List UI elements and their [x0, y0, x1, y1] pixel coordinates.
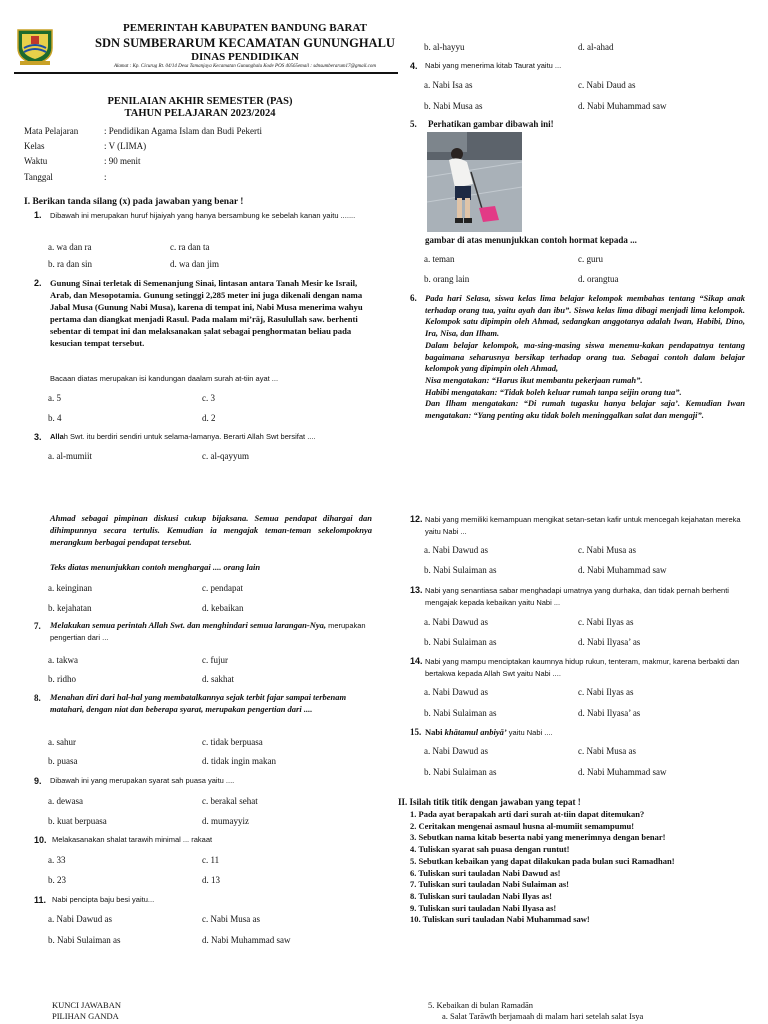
- essay-item: 4. Tuliskan syarat sah puasa dengan runtut!: [410, 844, 570, 855]
- q3-text-rest: h Swt. itu berdiri sendiri untuk selama-lamanya. Berarti Allah Swt bersifat ....: [63, 432, 316, 441]
- q13-option-a[interactable]: a. Nabi Dawud as: [424, 617, 488, 627]
- q5-question: gambar di atas menunjukkan contoh hormat kepada ...: [425, 235, 637, 245]
- q8-number: 8.: [34, 693, 41, 703]
- essay-item: 3. Sebutkan nama kitab beserta nabi yang menerimnya dengan benar!: [410, 832, 666, 843]
- q4-option-a[interactable]: a. Nabi Isa as: [424, 80, 473, 90]
- q7-option-d[interactable]: d. sakhat: [202, 674, 234, 684]
- regency-logo: [14, 24, 56, 66]
- q5-number: 5.: [410, 119, 417, 129]
- q10-option-b[interactable]: b. 23: [48, 875, 66, 885]
- q12-option-c[interactable]: c. Nabi Musa as: [578, 545, 636, 555]
- header-school-name: SDN SUMBERARUM KECAMATAN GUNUNGHALU: [95, 36, 395, 50]
- q7-option-c[interactable]: c. fujur: [202, 655, 228, 665]
- q13-text: Nabi yang senantiasa sabar menghadapi umatnya yang durhaka, dan tidak pernah berhenti mengajak kepada kebaikan yaitu Nabi ...: [425, 586, 729, 607]
- q9-option-d[interactable]: d. mumayyiz: [202, 816, 249, 826]
- q8-option-a[interactable]: a. sahur: [48, 737, 76, 747]
- essay-item: 2. Ceritakan mengenai asmaul husna al-mumiit semampumu!: [410, 820, 635, 831]
- q7-option-b[interactable]: b. ridho: [48, 674, 76, 684]
- q8-option-d[interactable]: d. tidak ingin makan: [202, 756, 276, 766]
- q5-option-d[interactable]: d. orangtua: [578, 274, 619, 284]
- q1-option-a[interactable]: a. wa dan ra: [48, 242, 92, 252]
- info-label-class: Kelas: [24, 141, 45, 151]
- q12-number: 12.: [410, 514, 423, 524]
- q13-option-d[interactable]: d. Nabi Ilyasa’ as: [578, 637, 641, 647]
- q15-option-b[interactable]: b. Nabi Sulaiman as: [424, 767, 497, 777]
- essay-item: 7. Tuliskan suri tauladan Nabi Sulaiman as!: [410, 879, 569, 890]
- section-2-instruction: II. Isilah titik titik dengan jawaban yang tepat !: [398, 797, 581, 807]
- q9-option-a[interactable]: a. dewasa: [48, 796, 83, 806]
- q9-number: 9.: [34, 776, 42, 786]
- info-value-subject: : Pendidikan Agama Islam dan Budi Pekerti: [104, 126, 262, 136]
- q15-option-d[interactable]: d. Nabi Muhammad saw: [578, 767, 667, 777]
- q2-option-b[interactable]: b. 4: [48, 413, 62, 423]
- q13-number: 13.: [410, 585, 423, 595]
- essay-item: 6. Tuliskan suri tauladan Nabi Dawud as!: [410, 867, 561, 878]
- q14-option-c[interactable]: c. Nabi Ilyas as: [578, 687, 634, 697]
- q2-option-a[interactable]: a. 5: [48, 393, 61, 403]
- q12-option-b[interactable]: b. Nabi Sulaiman as: [424, 565, 497, 575]
- q8-option-c[interactable]: c. tidak berpuasa: [202, 737, 263, 747]
- q7-text-main: Melakukan semua perintah Allah Swt. dan menghindari semua larangan-Nya,: [50, 620, 326, 630]
- q12-option-a[interactable]: a. Nabi Dawud as: [424, 545, 488, 555]
- answer-key-subtitle: PILIHAN GANDA: [52, 1011, 119, 1021]
- q4-option-d[interactable]: d. Nabi Muhammad saw: [578, 101, 667, 111]
- q4-option-c[interactable]: c. Nabi Daud as: [578, 80, 636, 90]
- q14-option-a[interactable]: a. Nabi Dawud as: [424, 687, 488, 697]
- q3-text-bold: Alla: [50, 432, 64, 441]
- section-1-instruction: I. Berikan tanda silang (x) pada jawaban yang benar !: [24, 197, 244, 207]
- q14-text: Nabi yang mampu menciptakan kaumnya hidup rukun, tenteram, makmur, karena berbakti dan bertakwa kepada Allah Swt yaitu Nabi ....: [425, 657, 740, 678]
- essay-item: 9. Tuliskan suri tauladan Nabi Ilyasa as!: [410, 902, 557, 913]
- q5-option-b[interactable]: b. orang lain: [424, 274, 470, 284]
- q5-text: Perhatikan gambar dibawah ini!: [428, 119, 554, 129]
- q14-option-b[interactable]: b. Nabi Sulaiman as: [424, 708, 497, 718]
- q3-option-b[interactable]: b. al-hayyu: [424, 42, 465, 52]
- q15-option-c[interactable]: c. Nabi Musa as: [578, 746, 636, 756]
- q1-option-d[interactable]: d. wa dan jim: [170, 259, 219, 269]
- q9-text: Dibawah ini yang merupakan syarat sah puasa yaitu ....: [50, 776, 235, 785]
- q3-option-c[interactable]: c. al-qayyum: [202, 451, 249, 461]
- q7-text: [50, 620, 370, 644]
- q9-option-c[interactable]: c. berakal sehat: [202, 796, 258, 806]
- header-address: Alamat : Kp. Cicurug Rt. 04/14 Desa Tamanjaya Kecamatan Gununghalu Kode POS 40565email : sdnsumberarum17@gmail.com: [113, 64, 377, 69]
- q14-number: 14.: [410, 656, 423, 666]
- q6-question: Teks diatas menunjukkan contoh menghargai .... orang lain: [50, 562, 261, 572]
- q5-option-a[interactable]: a. teman: [424, 254, 455, 264]
- essay-item: 10. Tuliskan suri tauladan Nabi Muhammad saw!: [410, 914, 590, 925]
- info-value-date: :: [104, 172, 107, 182]
- q6-passage: Pada hari Selasa, siswa kelas lima belajar kelompok membahas tentang “Sikap anak terhadap orang tua, yaitu ayah dan ibu”. Siswa kelas lima dibagi menjadi lima kelompok. Kelompok satu dipimpin oleh Ahmad, sedangkan anggotanya adalah Iwan, Habibi, Dino, Ira, Nisa, dan Ilham. Dalam belajar kelompok, ma-sing-masing siswa menemu-kakan pendapatnya tentang bagaimana seharusnya bersikap terhadap orang tua. Sebagai contoh dalam belajar kelompok yang dipimpin oleh Ahmad, Nisa mengatakan: “Harus ikut membantu pekerjaan rumah”. Habibi mengatakan: “Tidak boleh keluar rumah tanpa seijin orang tua”. Dan Ilham mengatakan: “Di rumah tugasku hanya belajar saja’. Kemudian Iwan mengatakan: “Yang penting aku tidak boleh meninggalkan salat dan mengaji”.: [425, 293, 745, 421]
- q15-number: 15.: [410, 727, 422, 737]
- q4-option-b[interactable]: b. Nabi Musa as: [424, 101, 483, 111]
- q13-option-c[interactable]: c. Nabi Ilyas as: [578, 617, 634, 627]
- q10-option-a[interactable]: a. 33: [48, 855, 66, 865]
- q2-question: Bacaan diatas merupakan isi kandungan daalam surah at-tiin ayat ...: [50, 374, 279, 383]
- q3-number: 3.: [34, 432, 42, 442]
- answer-key-item-heading: 5. Kebaikan di bulan Ramadān: [428, 1000, 534, 1010]
- q3-option-d[interactable]: d. al-ahad: [578, 42, 614, 52]
- q1-option-b[interactable]: b. ra dan sin: [48, 259, 92, 269]
- q7-number: 7.: [34, 621, 41, 631]
- q1-text: Dibawah ini merupakan huruf hijaiyah yang hanya bersambung ke sebelah kanan yaitu .......: [50, 211, 356, 220]
- header-line-3: DINAS PENDIDIKAN: [191, 51, 299, 63]
- header-line-1: PEMERINTAH KABUPATEN BANDUNG BARAT: [123, 22, 367, 34]
- q14-option-d[interactable]: d. Nabi Ilyasa’ as: [578, 708, 641, 718]
- info-label-date: Tanggal: [24, 172, 53, 182]
- q11-option-a[interactable]: a. Nabi Dawud as: [48, 914, 112, 924]
- q6-number: 6.: [410, 293, 417, 303]
- essay-item: 8. Tuliskan suri tauladan Nabi Ilyas as!: [410, 891, 552, 902]
- q10-number: 10.: [34, 835, 47, 845]
- q7-text-rest: merupakan pengertian dari ...: [50, 621, 366, 642]
- q15-text: [425, 727, 553, 738]
- section-2-list: [410, 809, 675, 926]
- q6-passage-cont: Ahmad sebagai pimpinan diskusi cukup bijaksana. Semua pendapat dihargai dan dihimpunnya secara tertulis. Kemudian ia mengajak teman-teman sekelompoknya merangkum berbagai pendapat tersebut.: [50, 513, 372, 547]
- q9-option-b[interactable]: b. kuat berpuasa: [48, 816, 107, 826]
- q10-option-d[interactable]: d. 13: [202, 875, 220, 885]
- q11-option-b[interactable]: b. Nabi Sulaiman as: [48, 935, 121, 945]
- exam-year: TAHUN PELAJARAN 2023/2024: [124, 108, 276, 119]
- q15-text-rest: yaitu Nabi ....: [506, 728, 553, 737]
- q3-text: [50, 432, 316, 441]
- q2-number: 2.: [34, 278, 42, 288]
- q12-text: Nabi yang memiliki kemampuan mengikat setan-setan kafir untuk mencegah kejahatan mereka yaitu Nabi ...: [425, 515, 741, 536]
- q15-option-a[interactable]: a. Nabi Dawud as: [424, 746, 488, 756]
- info-label-time: Waktu: [24, 156, 48, 166]
- essay-item: 1. Pada ayat berapakah arti dari surah at-tiin dapat ditemukan?: [410, 809, 645, 819]
- q11-option-c[interactable]: c. Nabi Musa as: [202, 914, 260, 924]
- q8-text: Menahan diri dari hal-hal yang membatalkannya sejak terbit fajar sampai terbenam matahari, dengan niat dan beberapa syarat, merupakan pengertian dari ....: [50, 692, 347, 714]
- info-value-class: : V (LIMA): [104, 141, 147, 151]
- answer-key-title: KUNCI JAWABAN: [52, 1000, 121, 1010]
- q6-option-a[interactable]: a. keinginan: [48, 583, 92, 593]
- q5-photo: [427, 132, 522, 232]
- q1-number: 1.: [34, 210, 42, 220]
- q4-text: Nabi yang menerima kitab Taurat yaitu ...: [425, 61, 562, 70]
- q15-text-em: khātamul anbiyā’: [444, 727, 507, 737]
- q11-text: Nabi pencipta baju besi yaitu...: [52, 895, 155, 904]
- q11-number: 11.: [34, 895, 47, 905]
- answer-key-item-text: a. Salat Tarāwīh berjamaah di malam hari setelah salat Isya: [442, 1011, 644, 1021]
- exam-title: PENILAIAN AKHIR SEMESTER (PAS): [107, 96, 293, 107]
- q2-option-d[interactable]: d. 2: [202, 413, 216, 423]
- q11-option-d[interactable]: d. Nabi Muhammad saw: [202, 935, 291, 945]
- q3-option-a[interactable]: a. al-mumiit: [48, 451, 92, 461]
- q13-option-b[interactable]: b. Nabi Sulaiman as: [424, 637, 497, 647]
- q5-option-c[interactable]: c. guru: [578, 254, 603, 264]
- q8-option-b[interactable]: b. puasa: [48, 756, 78, 766]
- info-label-subject: Mata Pelajaran: [24, 126, 79, 136]
- q12-option-d[interactable]: d. Nabi Muhammad saw: [578, 565, 667, 575]
- q6-option-d[interactable]: d. kebaikan: [202, 603, 244, 613]
- q4-number: 4.: [410, 61, 418, 71]
- q10-option-c[interactable]: c. 11: [202, 855, 220, 865]
- q10-text: Melakasanakan shalat tarawih minimal ... rakaat: [52, 835, 213, 844]
- q2-passage: Gunung Sinai terletak di Semenanjung Sinai, lintasan antara Tanah Mesir ke Israil, Arab, dan Mesopotamia. Gunung setinggi 2,285 meter ini juga dikenali dengan nama Jabal Musa (Gunung Nabi Musa), karena di tempat ini, Nabi Musa menerima wahyu pertama dan diangkat menjadi Rasul. Pada malam mi’rāj, Rasulullah saw. berhenti sebentar di tempat ini dan melaksanakan ṣalat sebagai penghormatan beliau pada kesucian tempat tersebut.: [50, 278, 363, 349]
- q7-option-a[interactable]: a. takwa: [48, 655, 78, 665]
- q15-text-pre: Nabi: [425, 727, 445, 737]
- essay-item: 5. Sebutkan kebaikan yang dapat dilakukan pada bulan suci Ramadhan!: [410, 855, 675, 866]
- q6-option-c[interactable]: c. pendapat: [202, 583, 243, 593]
- info-value-time: : 90 menit: [104, 156, 141, 166]
- header-divider: [14, 72, 398, 74]
- q1-option-c[interactable]: c. ra dan ta: [170, 242, 210, 252]
- q2-option-c[interactable]: c. 3: [202, 393, 215, 403]
- q6-option-b[interactable]: b. kejahatan: [48, 603, 92, 613]
